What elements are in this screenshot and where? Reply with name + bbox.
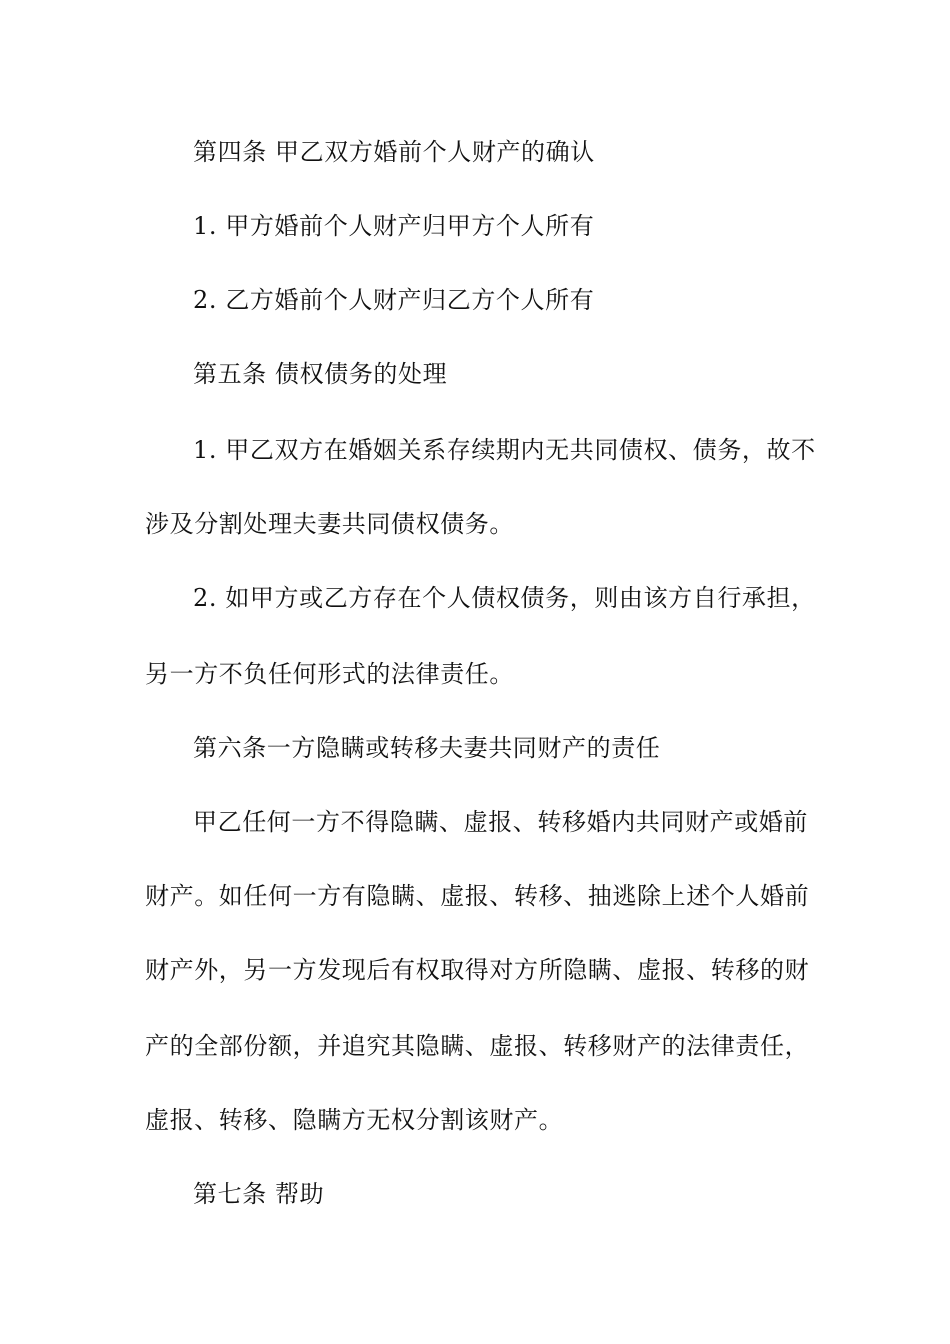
article-6-paragraph-line-4: 产的全部份额，并追究其隐瞒、虚报、转移财产的法律责任，: [145, 1032, 810, 1060]
article-5-item-2-line-2: 另一方不负任何形式的法律责任。: [145, 660, 514, 688]
article-6-paragraph-line-3: 财产外，另一方发现后有权取得对方所隐瞒、虚报、转移的财: [145, 956, 810, 984]
article-4-heading: 第四条 甲乙双方婚前个人财产的确认: [193, 138, 595, 166]
article-5-item-2-line-1: 2. 如甲方或乙方存在个人债权债务，则由该方自行承担，: [193, 584, 816, 612]
article-6-paragraph-line-5: 虚报、转移、隐瞒方无权分割该财产。: [145, 1106, 564, 1134]
article-4-item-2: 2. 乙方婚前个人财产归乙方个人所有: [193, 286, 595, 314]
article-5-heading: 第五条 债权债务的处理: [193, 360, 448, 388]
article-4-item-1: 1. 甲方婚前个人财产归甲方个人所有: [193, 212, 595, 240]
article-6-paragraph-line-1: 甲乙任何一方不得隐瞒、虚报、转移婚内共同财产或婚前: [193, 808, 808, 836]
article-6-heading: 第六条一方隐瞒或转移夫妻共同财产的责任: [193, 734, 661, 762]
article-5-item-1-line-1: 1. 甲乙双方在婚姻关系存续期内无共同债权、债务，故不: [193, 436, 816, 464]
article-5-item-1-line-2: 涉及分割处理夫妻共同债权债务。: [145, 510, 514, 538]
article-6-paragraph-line-2: 财产。如任何一方有隐瞒、虚报、转移、抽逃除上述个人婚前: [145, 882, 810, 910]
article-7-heading: 第七条 帮助: [193, 1180, 325, 1208]
